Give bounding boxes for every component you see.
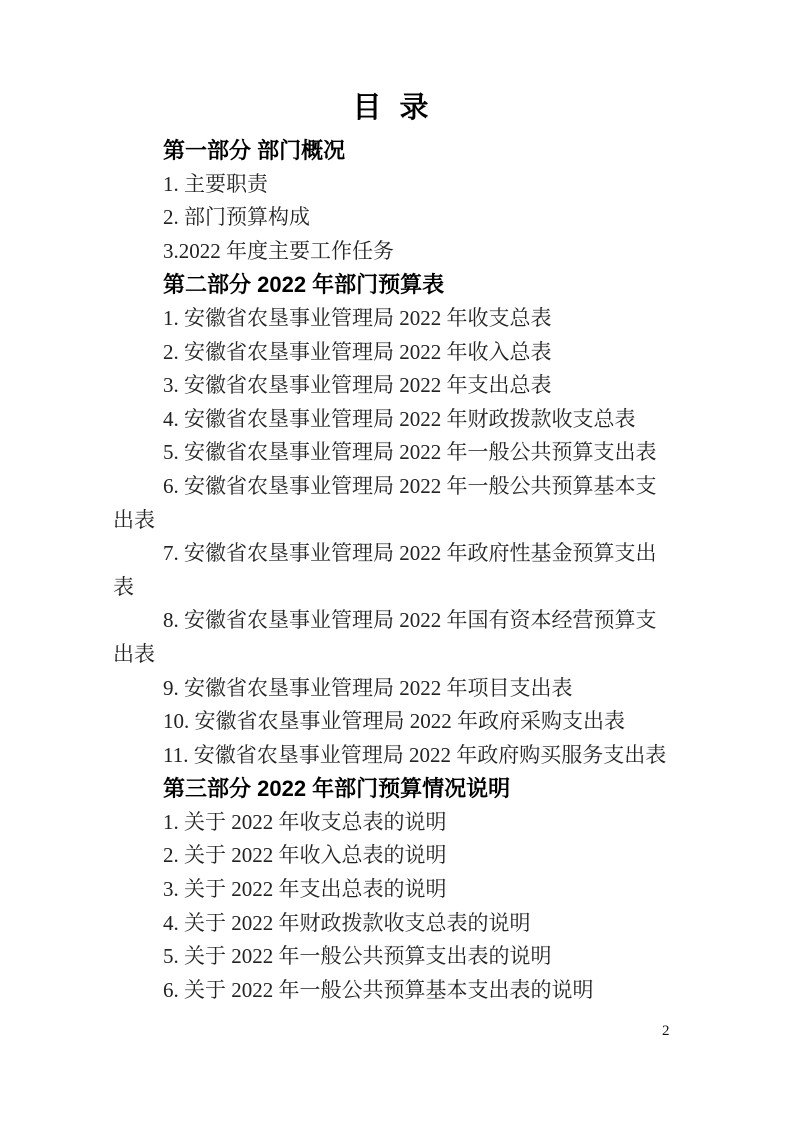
toc-item: 5. 安徽省农垦事业管理局 2022 年一般公共预算支出表 <box>163 440 657 465</box>
toc-item: 2. 关于 2022 年收入总表的说明 <box>163 843 447 868</box>
toc-item: 3. 安徽省农垦事业管理局 2022 年支出总表 <box>163 373 552 398</box>
toc-item: 1. 安徽省农垦事业管理局 2022 年收支总表 <box>163 305 552 330</box>
toc-item: 5. 关于 2022 年一般公共预算支出表的说明 <box>163 944 552 969</box>
toc-item: 1. 关于 2022 年收支总表的说明 <box>163 809 447 834</box>
toc-item: 8. 安徽省农垦事业管理局 2022 年国有资本经营预算支出表 <box>113 608 657 666</box>
toc-item: 6. 关于 2022 年一般公共预算基本支出表的说明 <box>163 977 594 1002</box>
toc-item: 2. 部门预算构成 <box>163 205 310 230</box>
toc-item: 11. 安徽省农垦事业管理局 2022 年政府购买服务支出表 <box>163 742 667 767</box>
toc-item: 9. 安徽省农垦事业管理局 2022 年项目支出表 <box>163 675 573 700</box>
toc-section-3-heading: 第三部分 2022 年部门预算情况说明 <box>163 776 511 802</box>
toc-item: 6. 安徽省农垦事业管理局 2022 年一般公共预算基本支出表 <box>113 473 657 532</box>
toc-item: 7. 安徽省农垦事业管理局 2022 年政府性基金预算支出表 <box>113 541 657 599</box>
toc-section-1-heading: 第一部分 部门概况 <box>163 138 346 163</box>
toc-item: 4. 安徽省农垦事业管理局 2022 年财政拨款收支总表 <box>163 406 636 431</box>
toc-item: 10. 安徽省农垦事业管理局 2022 年政府采购支出表 <box>163 709 625 734</box>
toc-section-2-heading: 第二部分 2022 年部门预算表 <box>163 272 445 298</box>
toc-content <box>113 88 673 1007</box>
toc-title: 目 录 <box>352 92 434 124</box>
toc-item: 2. 安徽省农垦事业管理局 2022 年收入总表 <box>163 339 552 364</box>
toc-item: 4. 关于 2022 年财政拨款收支总表的说明 <box>163 910 531 935</box>
toc-item: 3.2022 年度主要工作任务 <box>163 238 394 263</box>
toc-item: 1. 主要职责 <box>163 171 268 196</box>
toc-item: 3. 关于 2022 年支出总表的说明 <box>163 877 447 902</box>
page-number: 2 <box>662 1023 670 1039</box>
